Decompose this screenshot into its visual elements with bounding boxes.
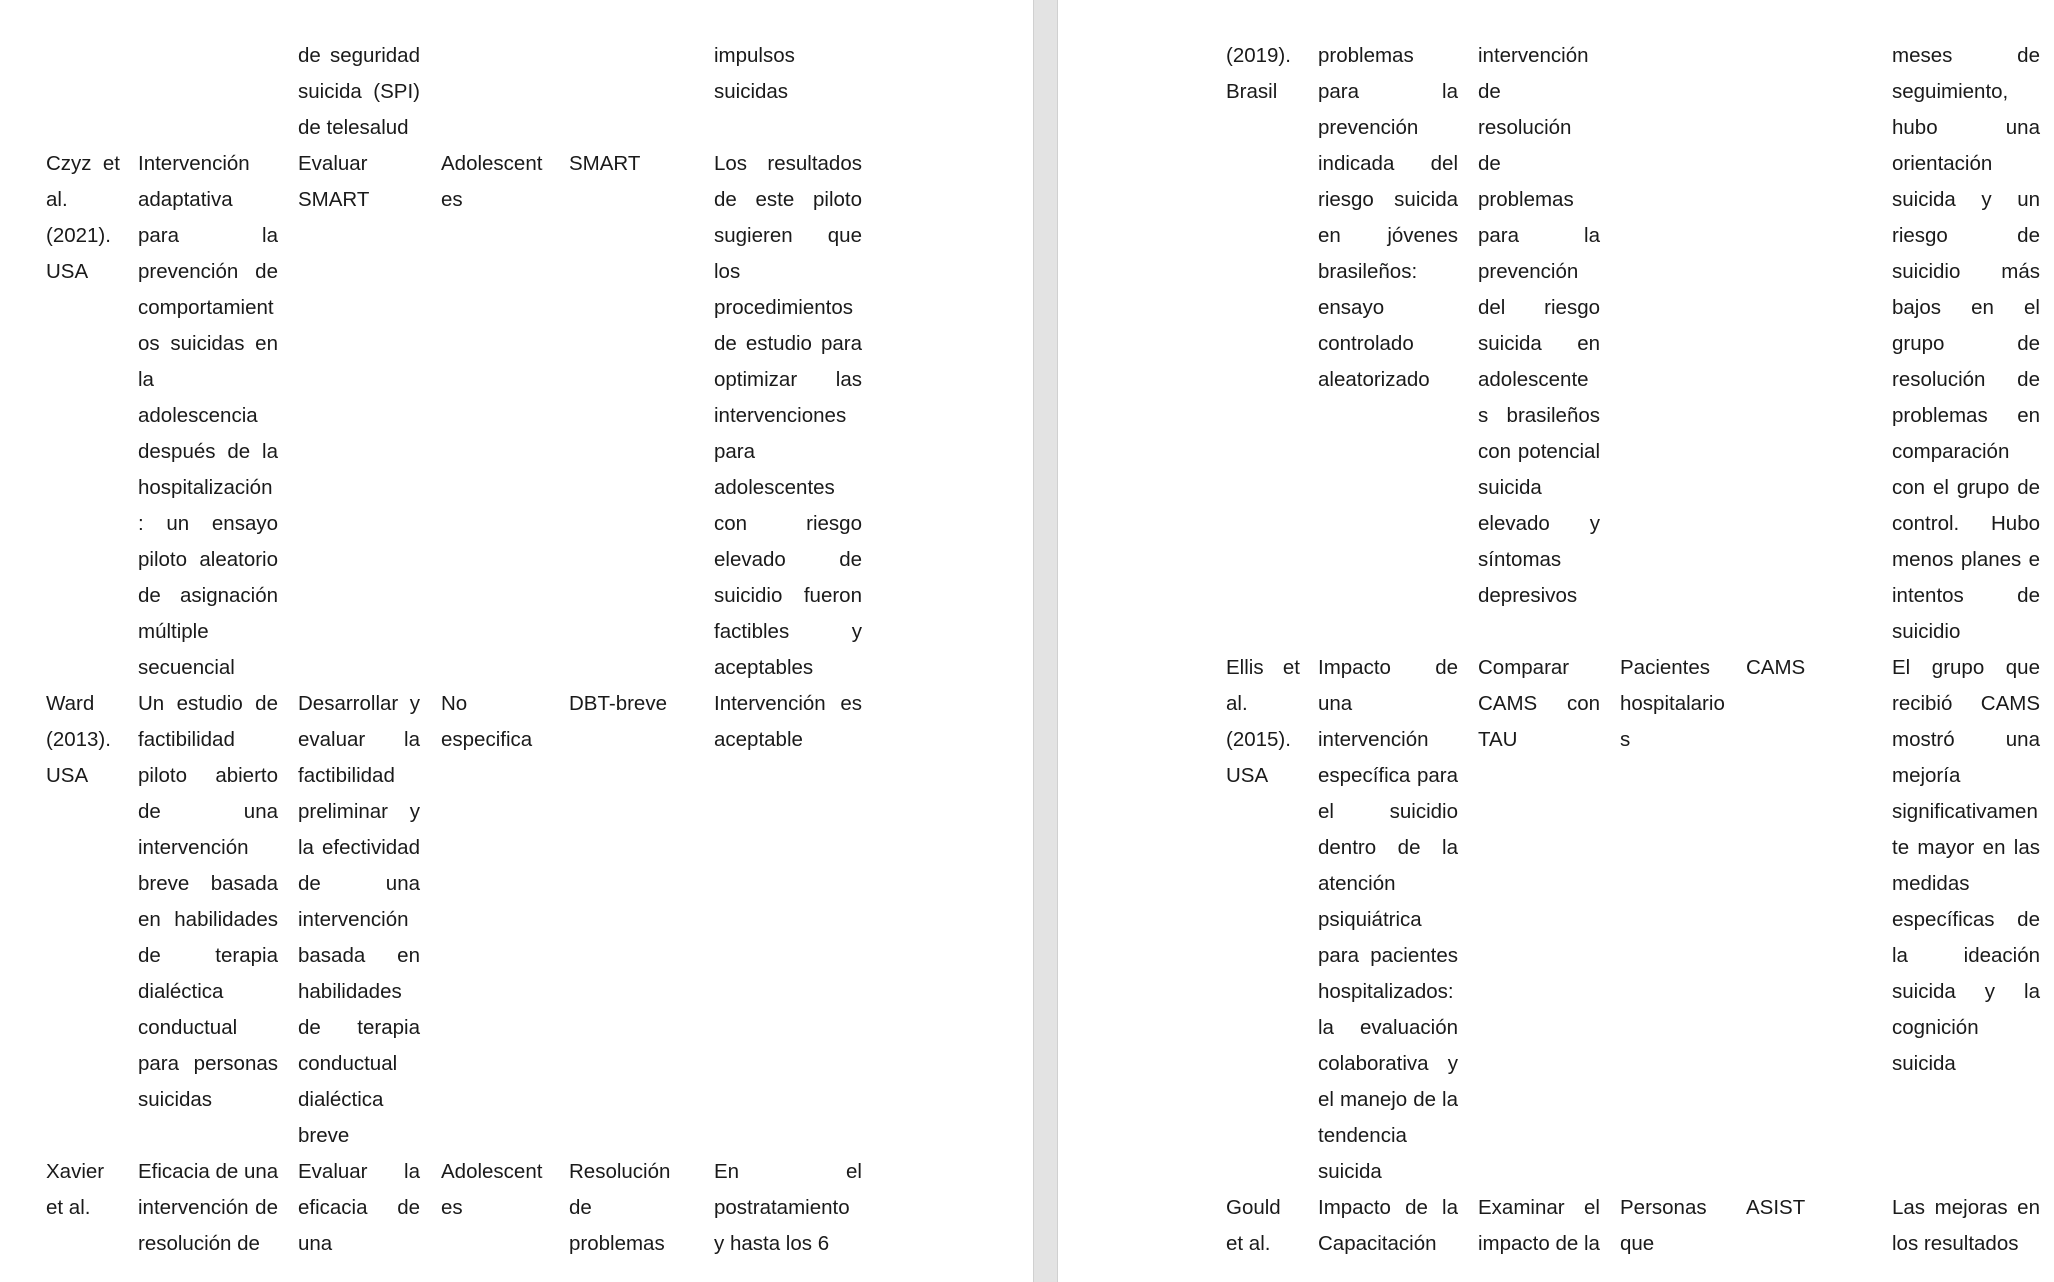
text-line: preliminar y: [298, 800, 420, 823]
text-line: habilidades: [298, 980, 402, 1003]
title-cell: [138, 1154, 278, 1262]
text-line: riesgo de: [1892, 224, 2040, 247]
text-line: depresivos: [1478, 584, 1578, 607]
text-line: suicida: [1478, 476, 1542, 499]
text-line: cognición: [1892, 1016, 1979, 1039]
text-line: Impacto de: [1318, 656, 1458, 679]
text-line: de: [1478, 152, 1501, 175]
text-line: después de la: [138, 440, 278, 463]
text-line: prevención: [1318, 116, 1419, 139]
title-cell: [138, 686, 278, 1118]
text-line: No: [441, 692, 468, 715]
title-cell: [138, 146, 278, 686]
text-line: Brasil: [1226, 80, 1278, 103]
text-line: procedimientos: [714, 296, 854, 319]
text-line: indicada del: [1318, 152, 1458, 175]
text-line: prevención: [1478, 260, 1579, 283]
text-line: de una: [138, 800, 278, 823]
result-cell: [1892, 650, 2040, 1082]
text-line: Adolescent: [441, 152, 543, 175]
text-line: (2015).: [1226, 728, 1291, 751]
text-line: mostró una: [1892, 728, 2040, 751]
population-cell: [441, 146, 545, 218]
text-line: : un ensayo: [138, 512, 278, 535]
result-cell: [1892, 1190, 2040, 1262]
text-line: problemas en: [1892, 404, 2040, 427]
result-cell: [714, 38, 862, 110]
text-line: comportamient: [138, 296, 274, 319]
text-line: factibilidad: [298, 764, 395, 787]
text-line: (2019).: [1226, 44, 1291, 67]
author-cell: [46, 1154, 120, 1226]
text-line: hospitalizados:: [1318, 980, 1454, 1003]
text-line: conductual: [298, 1052, 398, 1075]
text-line: intervención: [298, 908, 409, 931]
text-line: suicida (SPI): [298, 80, 420, 103]
text-line: Un estudio de: [138, 692, 278, 715]
text-line: s: [1620, 728, 1631, 751]
text-line: piloto abierto: [138, 764, 278, 787]
text-line: problemas: [569, 1232, 665, 1255]
text-line: Personas: [1620, 1196, 1707, 1219]
text-line: menos planes e: [1892, 548, 2040, 571]
text-line: Adolescent: [441, 1160, 543, 1183]
text-line: intervención: [1478, 44, 1589, 67]
text-line: Ellis et: [1226, 656, 1300, 679]
text-line: con riesgo: [714, 512, 862, 535]
text-line: para pacientes: [1318, 944, 1458, 967]
text-line: de una: [298, 872, 420, 895]
population-cell: [441, 1154, 545, 1226]
text-line: Examinar el: [1478, 1196, 1600, 1219]
text-line: de estudio para: [714, 332, 862, 355]
text-line: riesgo suicida: [1318, 188, 1458, 211]
text-line: control. Hubo: [1892, 512, 2040, 535]
text-line: resolución de: [138, 1232, 260, 1255]
text-line: Evaluar la: [298, 1160, 420, 1183]
text-line: USA: [46, 764, 89, 787]
text-line: los: [714, 260, 741, 283]
text-line: atención: [1318, 872, 1396, 895]
text-line: resolución: [1478, 116, 1572, 139]
text-line: factibilidad: [138, 728, 235, 751]
author-cell: [1226, 38, 1300, 110]
author-cell: [46, 686, 120, 794]
text-line: orientación: [1892, 152, 1993, 175]
text-line: de: [569, 1196, 592, 1219]
text-line: postratamiento: [714, 1196, 850, 1219]
text-line: suicida y la: [1892, 980, 2040, 1003]
text-line: En el: [714, 1160, 862, 1183]
text-line: sugieren que: [714, 224, 862, 247]
text-line: Evaluar: [298, 152, 368, 175]
document-page-right: [1058, 0, 2054, 1282]
text-line: psiquiátrica: [1318, 908, 1422, 931]
text-line: (2013).: [46, 728, 111, 751]
text-line: suicidio fueron: [714, 584, 862, 607]
text-line: intentos de: [1892, 584, 2040, 607]
text-line: dentro de la: [1318, 836, 1458, 859]
text-line: al.: [46, 188, 68, 211]
text-line: optimizar las: [714, 368, 862, 391]
text-line: adolescentes: [714, 476, 835, 499]
text-line: para la: [1318, 80, 1458, 103]
text-line: Czyz et: [46, 152, 120, 175]
text-line: colaborativa y: [1318, 1052, 1458, 1075]
text-line: aceptables: [714, 656, 814, 679]
text-line: del riesgo: [1478, 296, 1600, 319]
text-line: el suicidio: [1318, 800, 1458, 823]
text-line: USA: [1226, 764, 1269, 787]
text-line: (2021).: [46, 224, 111, 247]
text-line: en habilidades: [138, 908, 278, 931]
text-line: suicidio más: [1892, 260, 2040, 283]
text-line: et al.: [1226, 1232, 1271, 1255]
text-line: suicida: [1318, 1160, 1382, 1183]
text-line: Los resultados: [714, 152, 862, 175]
text-line: suicida: [1892, 1052, 1956, 1075]
text-line: para la: [138, 224, 278, 247]
text-line: para personas: [138, 1052, 278, 1075]
text-line: Desarrollar y: [298, 692, 420, 715]
text-line: mejoría: [1892, 764, 1961, 787]
text-line: Comparar: [1478, 656, 1570, 679]
intervention-cell: [1746, 1190, 1866, 1226]
text-line: brasileños:: [1318, 260, 1418, 283]
text-line: intervenciones: [714, 404, 847, 427]
text-line: suicidas: [714, 80, 789, 103]
objective-cell: [1478, 1190, 1600, 1262]
text-line: la efectividad: [298, 836, 420, 859]
text-line: intervención de: [138, 1196, 278, 1219]
text-line: medidas: [1892, 872, 1970, 895]
intervention-cell: [569, 146, 689, 182]
objective-cell: [1478, 650, 1600, 758]
text-line: breve basada: [138, 872, 278, 895]
objective-cell: [298, 1154, 420, 1262]
text-line: de: [1478, 80, 1501, 103]
text-line: TAU: [1478, 728, 1518, 751]
text-line: hubo una: [1892, 116, 2040, 139]
text-line: es: [441, 1196, 463, 1219]
text-line: CAMS: [1746, 656, 1806, 679]
text-line: la: [138, 368, 154, 391]
text-line: aleatorizado: [1318, 368, 1430, 391]
text-line: El grupo que: [1892, 656, 2040, 679]
text-line: y hasta los 6: [714, 1232, 830, 1255]
text-line: breve: [298, 1124, 350, 1147]
text-line: factibles y: [714, 620, 862, 643]
text-line: Las mejoras en: [1892, 1196, 2040, 1219]
text-line: que: [1620, 1232, 1655, 1255]
text-line: adolescencia: [138, 404, 258, 427]
text-line: elevado y: [1478, 512, 1600, 535]
text-line: secuencial: [138, 656, 235, 679]
text-line: la evaluación: [1318, 1016, 1458, 1039]
text-line: meses de: [1892, 44, 2040, 67]
text-line: especifica: [441, 728, 533, 751]
text-line: con el grupo de: [1892, 476, 2040, 499]
text-line: bajos en el: [1892, 296, 2040, 319]
text-line: prevención de: [138, 260, 278, 283]
text-line: controlado: [1318, 332, 1414, 355]
title-cell: [1318, 650, 1458, 1190]
text-line: de asignación: [138, 584, 278, 607]
text-line: suicida en: [1478, 332, 1600, 355]
text-line: adaptativa: [138, 188, 233, 211]
text-line: una: [298, 1232, 333, 1255]
text-line: en jóvenes: [1318, 224, 1458, 247]
population-cell: [441, 686, 545, 758]
text-line: dialéctica: [298, 1088, 384, 1111]
text-line: de terapia: [298, 1016, 420, 1039]
text-line: Gould: [1226, 1196, 1281, 1219]
text-line: Intervención: [138, 152, 250, 175]
text-line: s brasileños: [1478, 404, 1600, 427]
text-line: eficacia de: [298, 1196, 420, 1219]
text-line: Pacientes: [1620, 656, 1711, 679]
text-line: la ideación: [1892, 944, 2040, 967]
text-line: suicidio: [1892, 620, 1961, 643]
text-line: una: [1318, 692, 1353, 715]
text-line: ASIST: [1746, 1196, 1806, 1219]
text-line: evaluar la: [298, 728, 420, 751]
text-line: adolescente: [1478, 368, 1589, 391]
text-line: seguimiento,: [1892, 80, 2009, 103]
text-line: Resolución: [569, 1160, 671, 1183]
author-cell: [46, 146, 120, 290]
text-line: DBT-breve: [569, 692, 667, 715]
text-line: para la: [1478, 224, 1600, 247]
result-cell: [714, 1154, 862, 1262]
text-line: elevado de: [714, 548, 862, 571]
author-cell: [1226, 650, 1300, 794]
text-line: específicas de: [1892, 908, 2040, 931]
result-cell: [714, 686, 862, 758]
text-line: Intervención es: [714, 692, 862, 715]
text-line: intervención: [138, 836, 249, 859]
text-line: de seguridad: [298, 44, 420, 67]
text-line: tendencia: [1318, 1124, 1407, 1147]
intervention-cell: [569, 686, 689, 722]
result-cell: [1892, 38, 2040, 650]
text-line: et al.: [46, 1196, 91, 1219]
text-line: USA: [46, 260, 89, 283]
text-line: conductual: [138, 1016, 238, 1039]
text-line: resolución de: [1892, 368, 2040, 391]
text-line: de este piloto: [714, 188, 862, 211]
population-cell: [1620, 650, 1724, 758]
text-line: específica para: [1318, 764, 1458, 787]
text-line: impulsos: [714, 44, 795, 67]
title-cell: [1318, 38, 1458, 398]
text-line: grupo de: [1892, 332, 2040, 355]
text-line: intervención: [1318, 728, 1429, 751]
text-line: suicidas: [138, 1088, 213, 1111]
page-gutter: [1033, 0, 1058, 1282]
text-line: de terapia: [138, 944, 278, 967]
text-line: es: [441, 188, 463, 211]
text-line: piloto aleatorio: [138, 548, 278, 571]
text-line: Impacto de la: [1318, 1196, 1458, 1219]
text-line: problemas: [1478, 188, 1574, 211]
text-line: al.: [1226, 692, 1248, 715]
text-line: el manejo de la: [1318, 1088, 1458, 1111]
objective-cell: [298, 38, 420, 146]
author-cell: [1226, 1190, 1300, 1262]
text-line: con potencial: [1478, 440, 1600, 463]
text-line: ensayo: [1318, 296, 1385, 319]
text-line: síntomas: [1478, 548, 1562, 571]
text-line: Ward: [46, 692, 95, 715]
text-line: aceptable: [714, 728, 803, 751]
text-line: CAMS con: [1478, 692, 1600, 715]
population-cell: [1620, 1190, 1724, 1262]
text-line: para: [714, 440, 756, 463]
objective-cell: [1478, 38, 1600, 614]
text-line: comparación: [1892, 440, 2010, 463]
text-line: recibió CAMS: [1892, 692, 2040, 715]
text-line: significativamen: [1892, 800, 2038, 823]
objective-cell: [298, 686, 420, 1154]
text-line: de telesalud: [298, 116, 409, 139]
text-line: Capacitación: [1318, 1232, 1437, 1255]
text-line: Xavier: [46, 1160, 105, 1183]
objective-cell: [298, 146, 420, 218]
result-cell: [714, 146, 862, 686]
text-line: SMART: [298, 188, 370, 211]
text-line: te mayor en las: [1892, 836, 2040, 859]
text-line: múltiple: [138, 620, 209, 643]
text-line: SMART: [569, 152, 641, 175]
text-line: suicida y un: [1892, 188, 2040, 211]
text-line: Eficacia de una: [138, 1160, 279, 1183]
intervention-cell: [1746, 650, 1866, 686]
text-line: los resultados: [1892, 1232, 2019, 1255]
text-line: basada en: [298, 944, 420, 967]
text-line: problemas: [1318, 44, 1414, 67]
text-line: impacto de la: [1478, 1232, 1600, 1255]
text-line: os suicidas en: [138, 332, 278, 355]
text-line: dialéctica: [138, 980, 224, 1003]
title-cell: [1318, 1190, 1458, 1262]
intervention-cell: [569, 1154, 689, 1262]
text-line: hospitalario: [1620, 692, 1725, 715]
text-line: hospitalización: [138, 476, 273, 499]
